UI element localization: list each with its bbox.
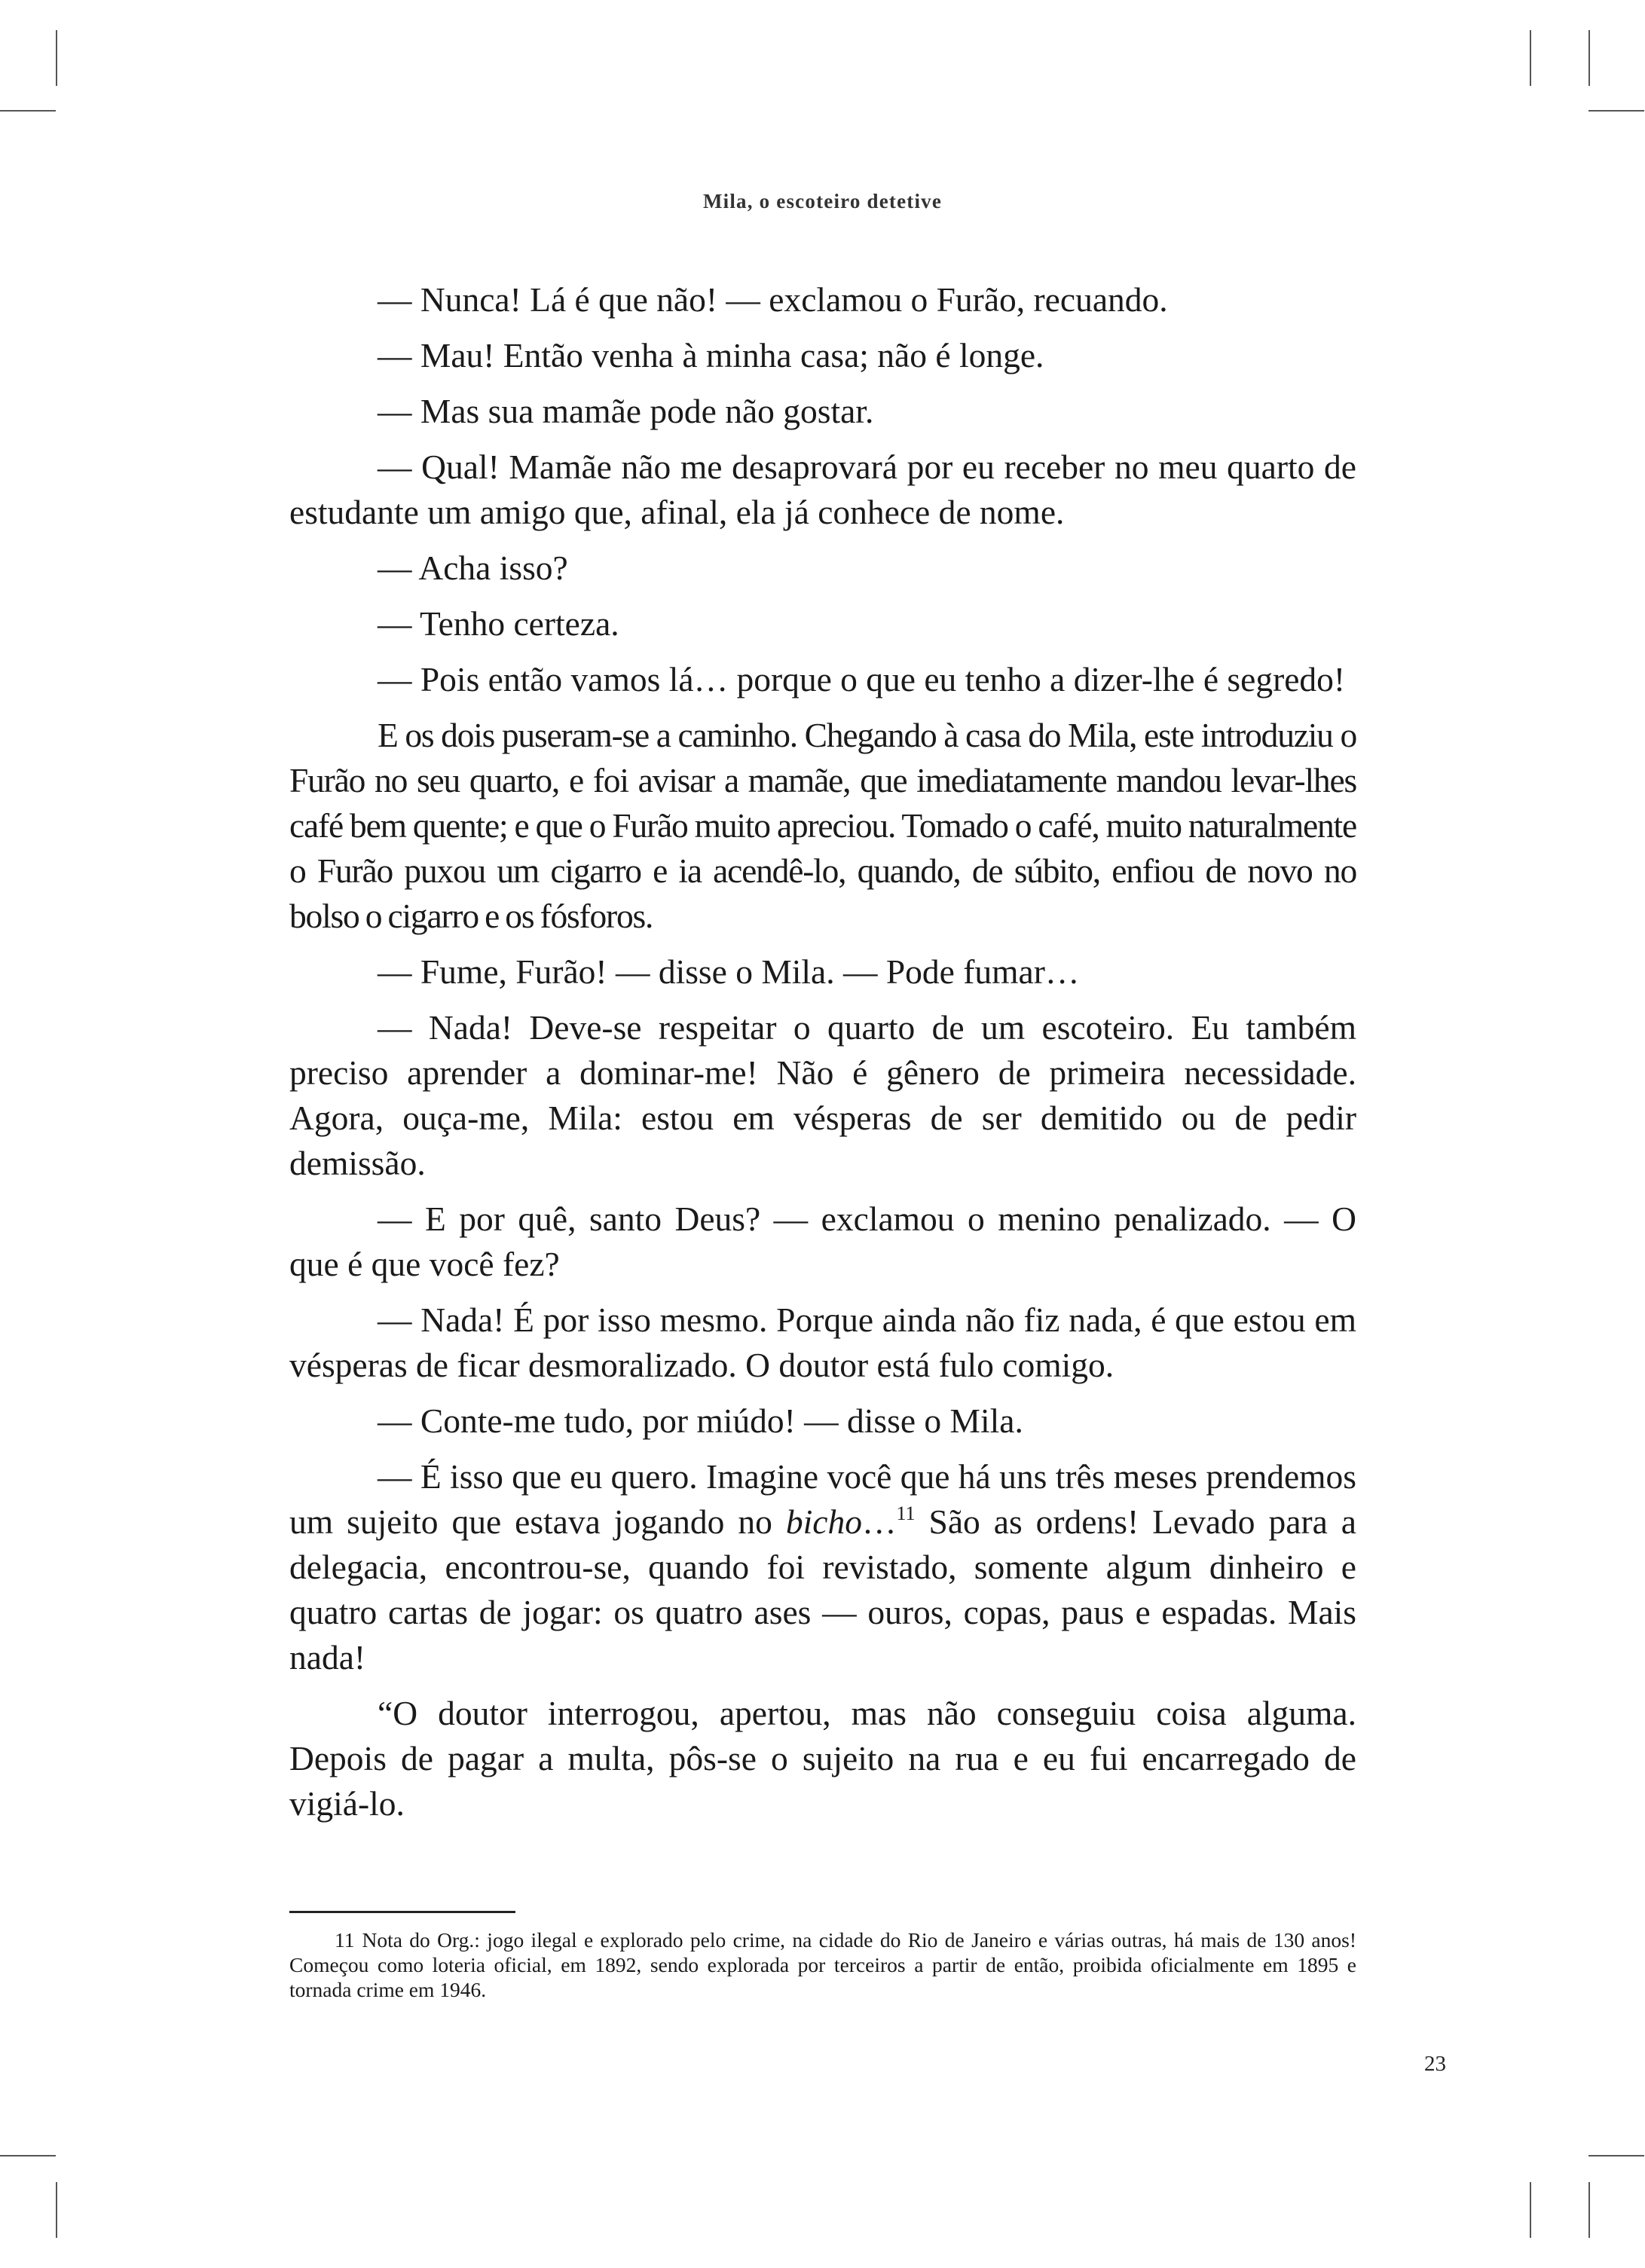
page-number: 23: [1424, 2052, 1446, 2076]
paragraph-text: São as ordens! Levado para a delegacia, encontrou-se, quando foi revistado, somente algum dinheiro e quatro cartas de jogar: os quatro ases — ouros, copas, paus e espadas. Mais nada!: [289, 1502, 1357, 1677]
paragraph: — Fume, Furão! — disse o Mila. — Pode fumar…: [378, 952, 1080, 991]
crop-mark: [1588, 110, 1644, 112]
paragraph-with-note: [289, 1454, 1356, 1680]
footnote: [289, 1927, 1356, 2002]
paragraph-text: — É isso que eu quero. Imagine você que há uns três meses prendemos um sujeito que estava jogando no: [289, 1457, 1356, 1541]
footnote-text: Nota do Org.: jogo ilegal e explorado pelo crime, na cidade do Rio de Janeiro e várias outras, há mais de 130 anos! Começou como loteria oficial, em 1892, sendo explorada por terceiros a partir de então, proibida oficialmente em 1895 e tornada crime em 1946.: [289, 1928, 1356, 2001]
crop-mark: [1588, 2155, 1644, 2156]
paragraph: — Conte-me tudo, por miúdo! — disse o Mila.: [378, 1401, 1023, 1440]
crop-mark: [56, 2182, 57, 2238]
body-text: [289, 277, 1356, 1837]
paragraph: — Mas sua mamãe pode não gostar.: [378, 392, 874, 430]
paragraph: — Mau! Então venha à minha casa; não é longe.: [378, 336, 1044, 374]
crop-mark: [0, 110, 56, 112]
paragraph: — Nada! Deve-se respeitar o quarto de um escoteiro. Eu também preciso aprender a dominar-me! Não é gênero de primeira necessidade. Agora, ouça-me, Mila: estou em vésperas de ser demitido ou de pedir demissão.: [289, 1008, 1356, 1182]
paragraph: — Qual! Mamãe não me desaprovará por eu receber no meu quarto de estudante um amigo que, afinal, ela já conhece de nome.: [289, 448, 1356, 531]
crop-mark: [1530, 2182, 1531, 2238]
paragraph: — E por quê, santo Deus? — exclamou o menino penalizado. — O que é que você fez?: [289, 1200, 1356, 1283]
crop-mark: [1530, 30, 1531, 86]
footnote-number: 11: [335, 1928, 355, 1952]
crop-mark: [56, 30, 57, 86]
ellipsis: …: [861, 1502, 897, 1541]
crop-mark: [1588, 30, 1590, 86]
paragraph: “O doutor interrogou, apertou, mas não conseguiu coisa alguma. Depois de pagar a multa, pôs-se o sujeito na rua e eu fui encarregado de vigiá-lo.: [289, 1694, 1356, 1823]
paragraph: — Nada! É por isso mesmo. Porque ainda não fiz nada, é que estou em vésperas de ficar desmoralizado. O doutor está fulo comigo.: [289, 1301, 1356, 1384]
running-head: Mila, o escoteiro detetive: [702, 190, 943, 212]
footnote-rule: [289, 1911, 515, 1913]
paragraph: — Pois então vamos lá… porque o que eu tenho a dizer-lhe é segredo!: [378, 660, 1346, 698]
paragraph: — Acha isso?: [378, 549, 568, 587]
footnote-reference: 11: [896, 1502, 916, 1524]
paragraph: — Nunca! Lá é que não! — exclamou o Furão, recuando.: [378, 280, 1168, 319]
italic-term: bicho: [785, 1502, 862, 1541]
paragraph: — Tenho certeza.: [378, 604, 619, 643]
crop-mark: [1588, 2182, 1590, 2238]
crop-mark: [0, 2155, 56, 2156]
paragraph: E os dois puseram-se a caminho. Chegando à casa do Mila, este introduziu o Furão no seu quarto, e foi avisar a mamãe, que imediatamente mandou levar-lhes café bem quente; e que o Furão muito apreciou. Tomado o café, muito naturalmente o Furão puxou um cigarro e ia acendê-lo, quando, de súbito, enfiou de novo no bolso o cigarro e os fósforos.: [289, 716, 1356, 935]
